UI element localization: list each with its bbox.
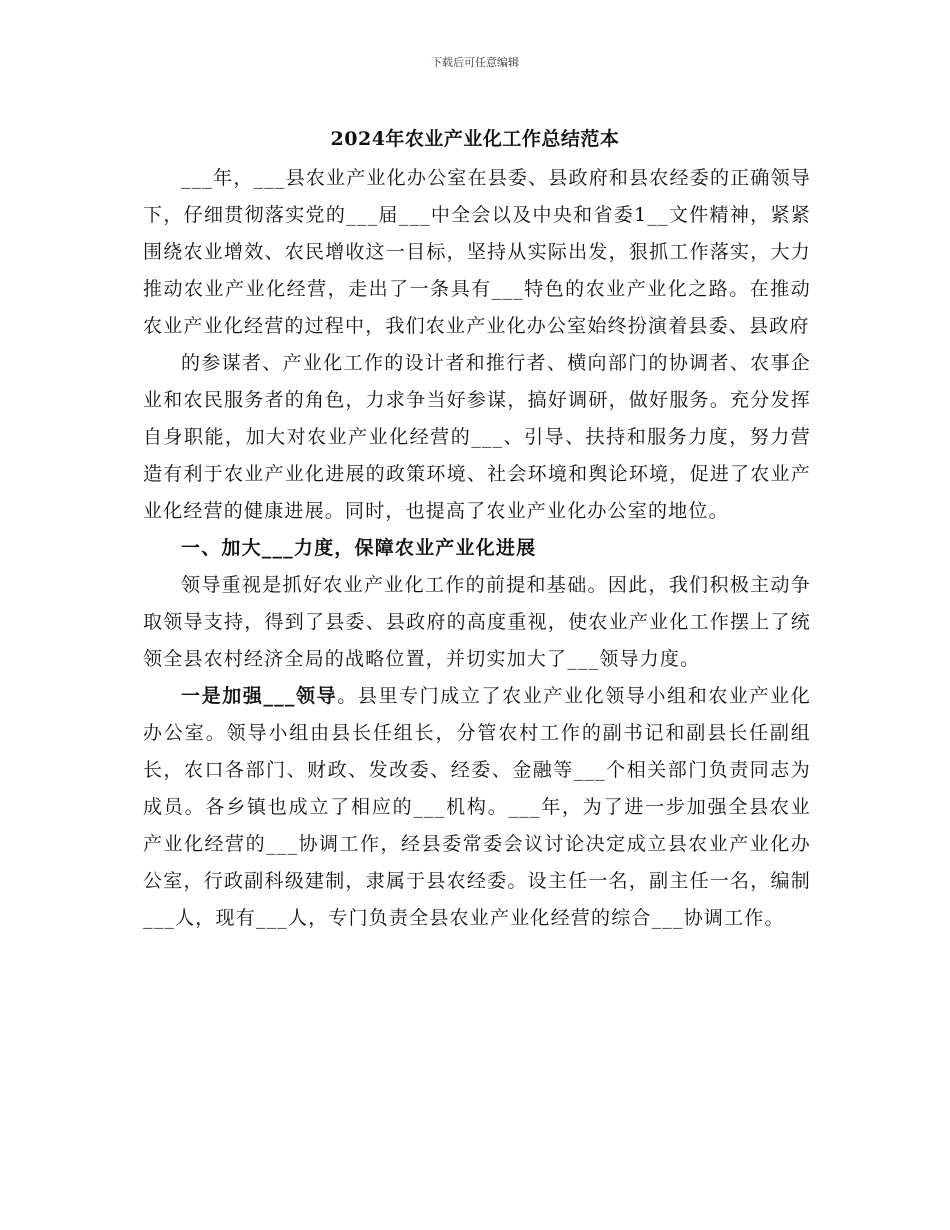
paragraph-4-text: 。县里专门成立了农业产业化领导小组和农业产业化办公室。领导小组由县长任组长，分管农村工作的副书记和副县长任副组长，农口各部门、财政、发改委、经委、金融等___个相关部门负责同志为成员。各乡镇也成立了相应的___机构。___年，为了进一步加强全县农业产业化经营的___协调工作，经县委常委会议讨论决定成立县农业产业化办公室，行政副科级建制，隶属于县农经委。设主任一名，副主任一名，编制___人，现有___人，专门负责全县农业产业化经营的综合___协调工作。 (143, 685, 811, 929)
section-heading-1: 一、加大___力度，保障农业产业化进展 (181, 537, 537, 559)
paragraph-1: ___年，___县农业产业化办公室在县委、县政府和县农经委的正确领导下，仔细贯彻落实党的___届___中全会以及中央和省委1__文件精神，紧紧围绕农业增效、农民增收这一目标，坚持从实际出发，狠抓工作落实，大力推动农业产业化经营，走出了一条具有___特色的农业产业化之路。在推动农业产业化经营的过程中，我们农业产业化办公室始终扮演着县委、县政府 (143, 167, 811, 337)
document-title: 2024年农业产业化工作总结范本 (330, 128, 620, 150)
paragraph-3: 领导重视是抓好农业产业化工作的前提和基础。因此，我们积极主动争取领导支持，得到了县委、县政府的高度重视，使农业产业化工作摆上了统领全县农村经济全局的战略位置，并切实加大了___领导力度。 (143, 574, 811, 670)
document-body (143, 160, 811, 937)
paragraph-4 (143, 678, 811, 937)
page-header-note: 下载后可任意编辑 (431, 56, 519, 69)
paragraph-4-lead: 一是加强___领导 (181, 685, 338, 707)
paragraph-2: 的参谋者、产业化工作的设计者和推行者、横向部门的协调者、农事企业和农民服务者的角色，力求争当好参谋，搞好调研，做好服务。充分发挥自身职能，加大对农业产业化经营的___、引导、扶持和服务力度，努力营造有利于农业产业化进展的政策环境、社会环境和舆论环境，促进了农业产业化经营的健康进展。同时，也提高了农业产业化办公室的地位。 (143, 352, 811, 522)
